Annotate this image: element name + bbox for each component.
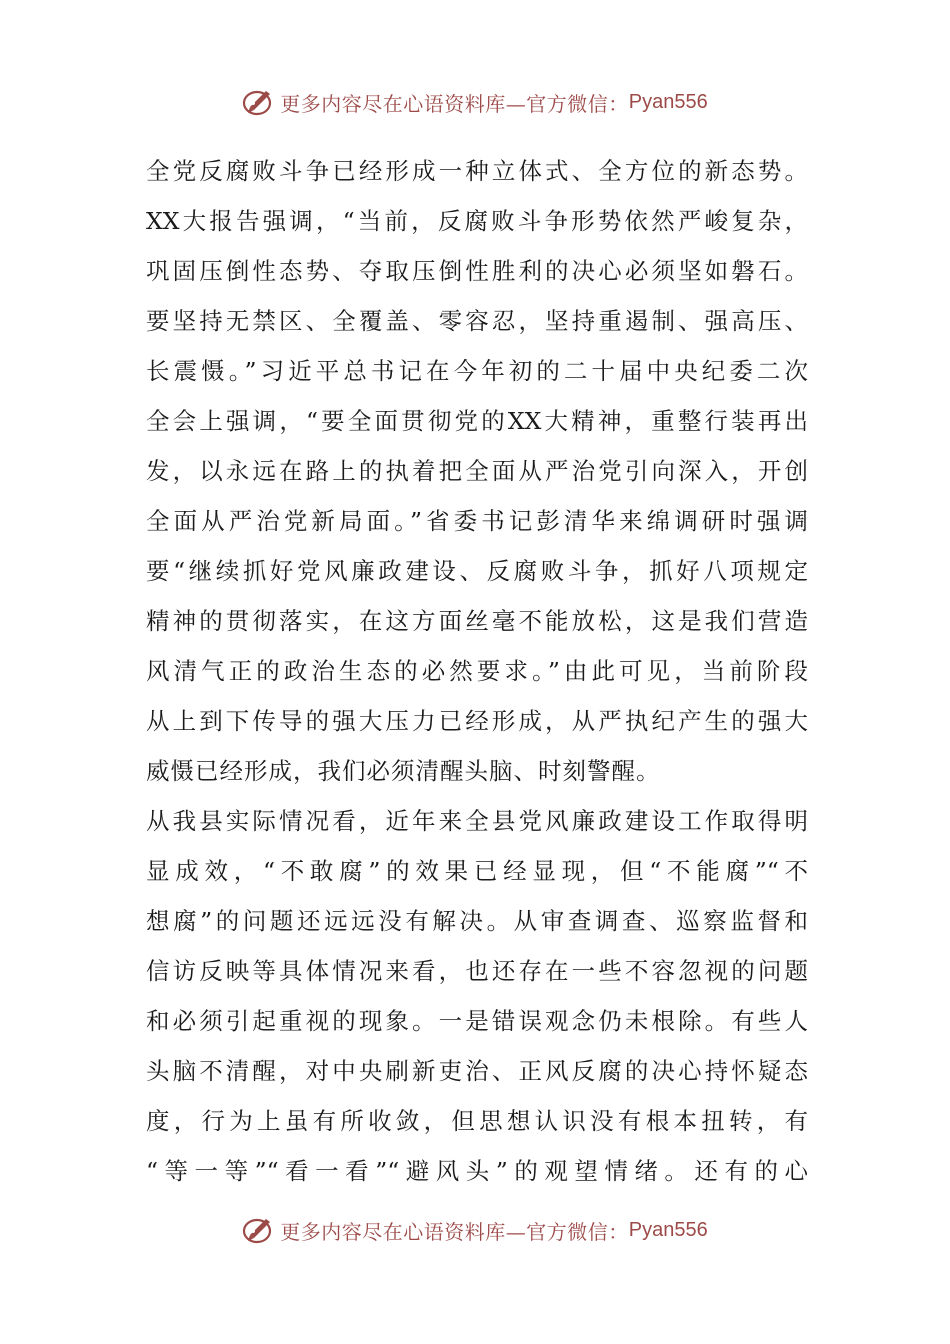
body-text-line: 从上到下传导的强大压力已经形成，从严执纪产生的强大 — [146, 707, 808, 735]
body-text-line: “等一等”“看一看”“避风头”的观望情绪。还有的心 — [146, 1157, 808, 1185]
body-text-line: 和必须引起重视的现象。一是错误观念仍未根除。有些人 — [146, 1007, 808, 1035]
pen-logo-icon — [242, 1213, 276, 1247]
body-text-line: 头脑不清醒，对中央刷新吏治、正风反腐的决心持怀疑态 — [146, 1057, 808, 1085]
body-text-line: 精神的贯彻落实，在这方面丝毫不能放松，这是我们营造 — [146, 607, 808, 635]
document-body — [146, 146, 808, 1196]
body-text-line: 从我县实际情况看，近年来全县党风廉政建设工作取得明 — [146, 807, 808, 835]
header-watermark — [0, 82, 950, 122]
body-text-line: 信访反映等具体情况来看，也还存在一些不容忽视的问题 — [146, 957, 808, 985]
body-text-line: XX大报告强调，“当前，反腐败斗争形势依然严峻复杂， — [146, 207, 808, 235]
body-text-line: 全面从严治党新局面。”省委书记彭清华来绵调研时强调 — [146, 507, 808, 535]
watermark-text: 更多内容尽在心语资料库—官方微信： — [280, 1219, 629, 1244]
watermark-wechat-id: Pyan556 — [628, 90, 708, 113]
body-text-line: 全党反腐败斗争已经形成一种立体式、全方位的新态势。 — [146, 157, 808, 185]
body-text-line: 风清气正的政治生态的必然要求。”由此可见，当前阶段 — [146, 657, 808, 685]
body-text-line: 巩固压倒性态势、夺取压倒性胜利的决心必须坚如磐石。 — [146, 257, 808, 285]
body-text-line: 想腐”的问题还远远没有解决。从审查调查、巡察监督和 — [146, 907, 808, 935]
body-text-line: 度，行为上虽有所收敛，但思想认识没有根本扭转，有 — [146, 1107, 808, 1135]
body-text-line: 全会上强调，“要全面贯彻党的XX大精神，重整行装再出 — [146, 407, 808, 435]
footer-watermark — [0, 1210, 950, 1250]
body-text-line: 要坚持无禁区、全覆盖、零容忍，坚持重遏制、强高压、 — [146, 307, 808, 335]
body-text-line: 显成效，“不敢腐”的效果已经显现，但“不能腐”“不 — [146, 857, 808, 885]
watermark-wechat-id: Pyan556 — [628, 1218, 708, 1241]
body-text-line: 长震慑。”习近平总书记在今年初的二十届中央纪委二次 — [146, 357, 808, 385]
body-text-line: 发，以永远在路上的执着把全面从严治党引向深入，开创 — [146, 457, 808, 485]
body-text-line: 威慑已经形成，我们必须清醒头脑、时刻警醒。 — [146, 757, 661, 785]
body-text-line: 要“继续抓好党风廉政建设、反腐败斗争，抓好八项规定 — [146, 557, 808, 585]
watermark-text: 更多内容尽在心语资料库—官方微信： — [280, 91, 629, 116]
pen-logo-icon — [242, 85, 276, 119]
